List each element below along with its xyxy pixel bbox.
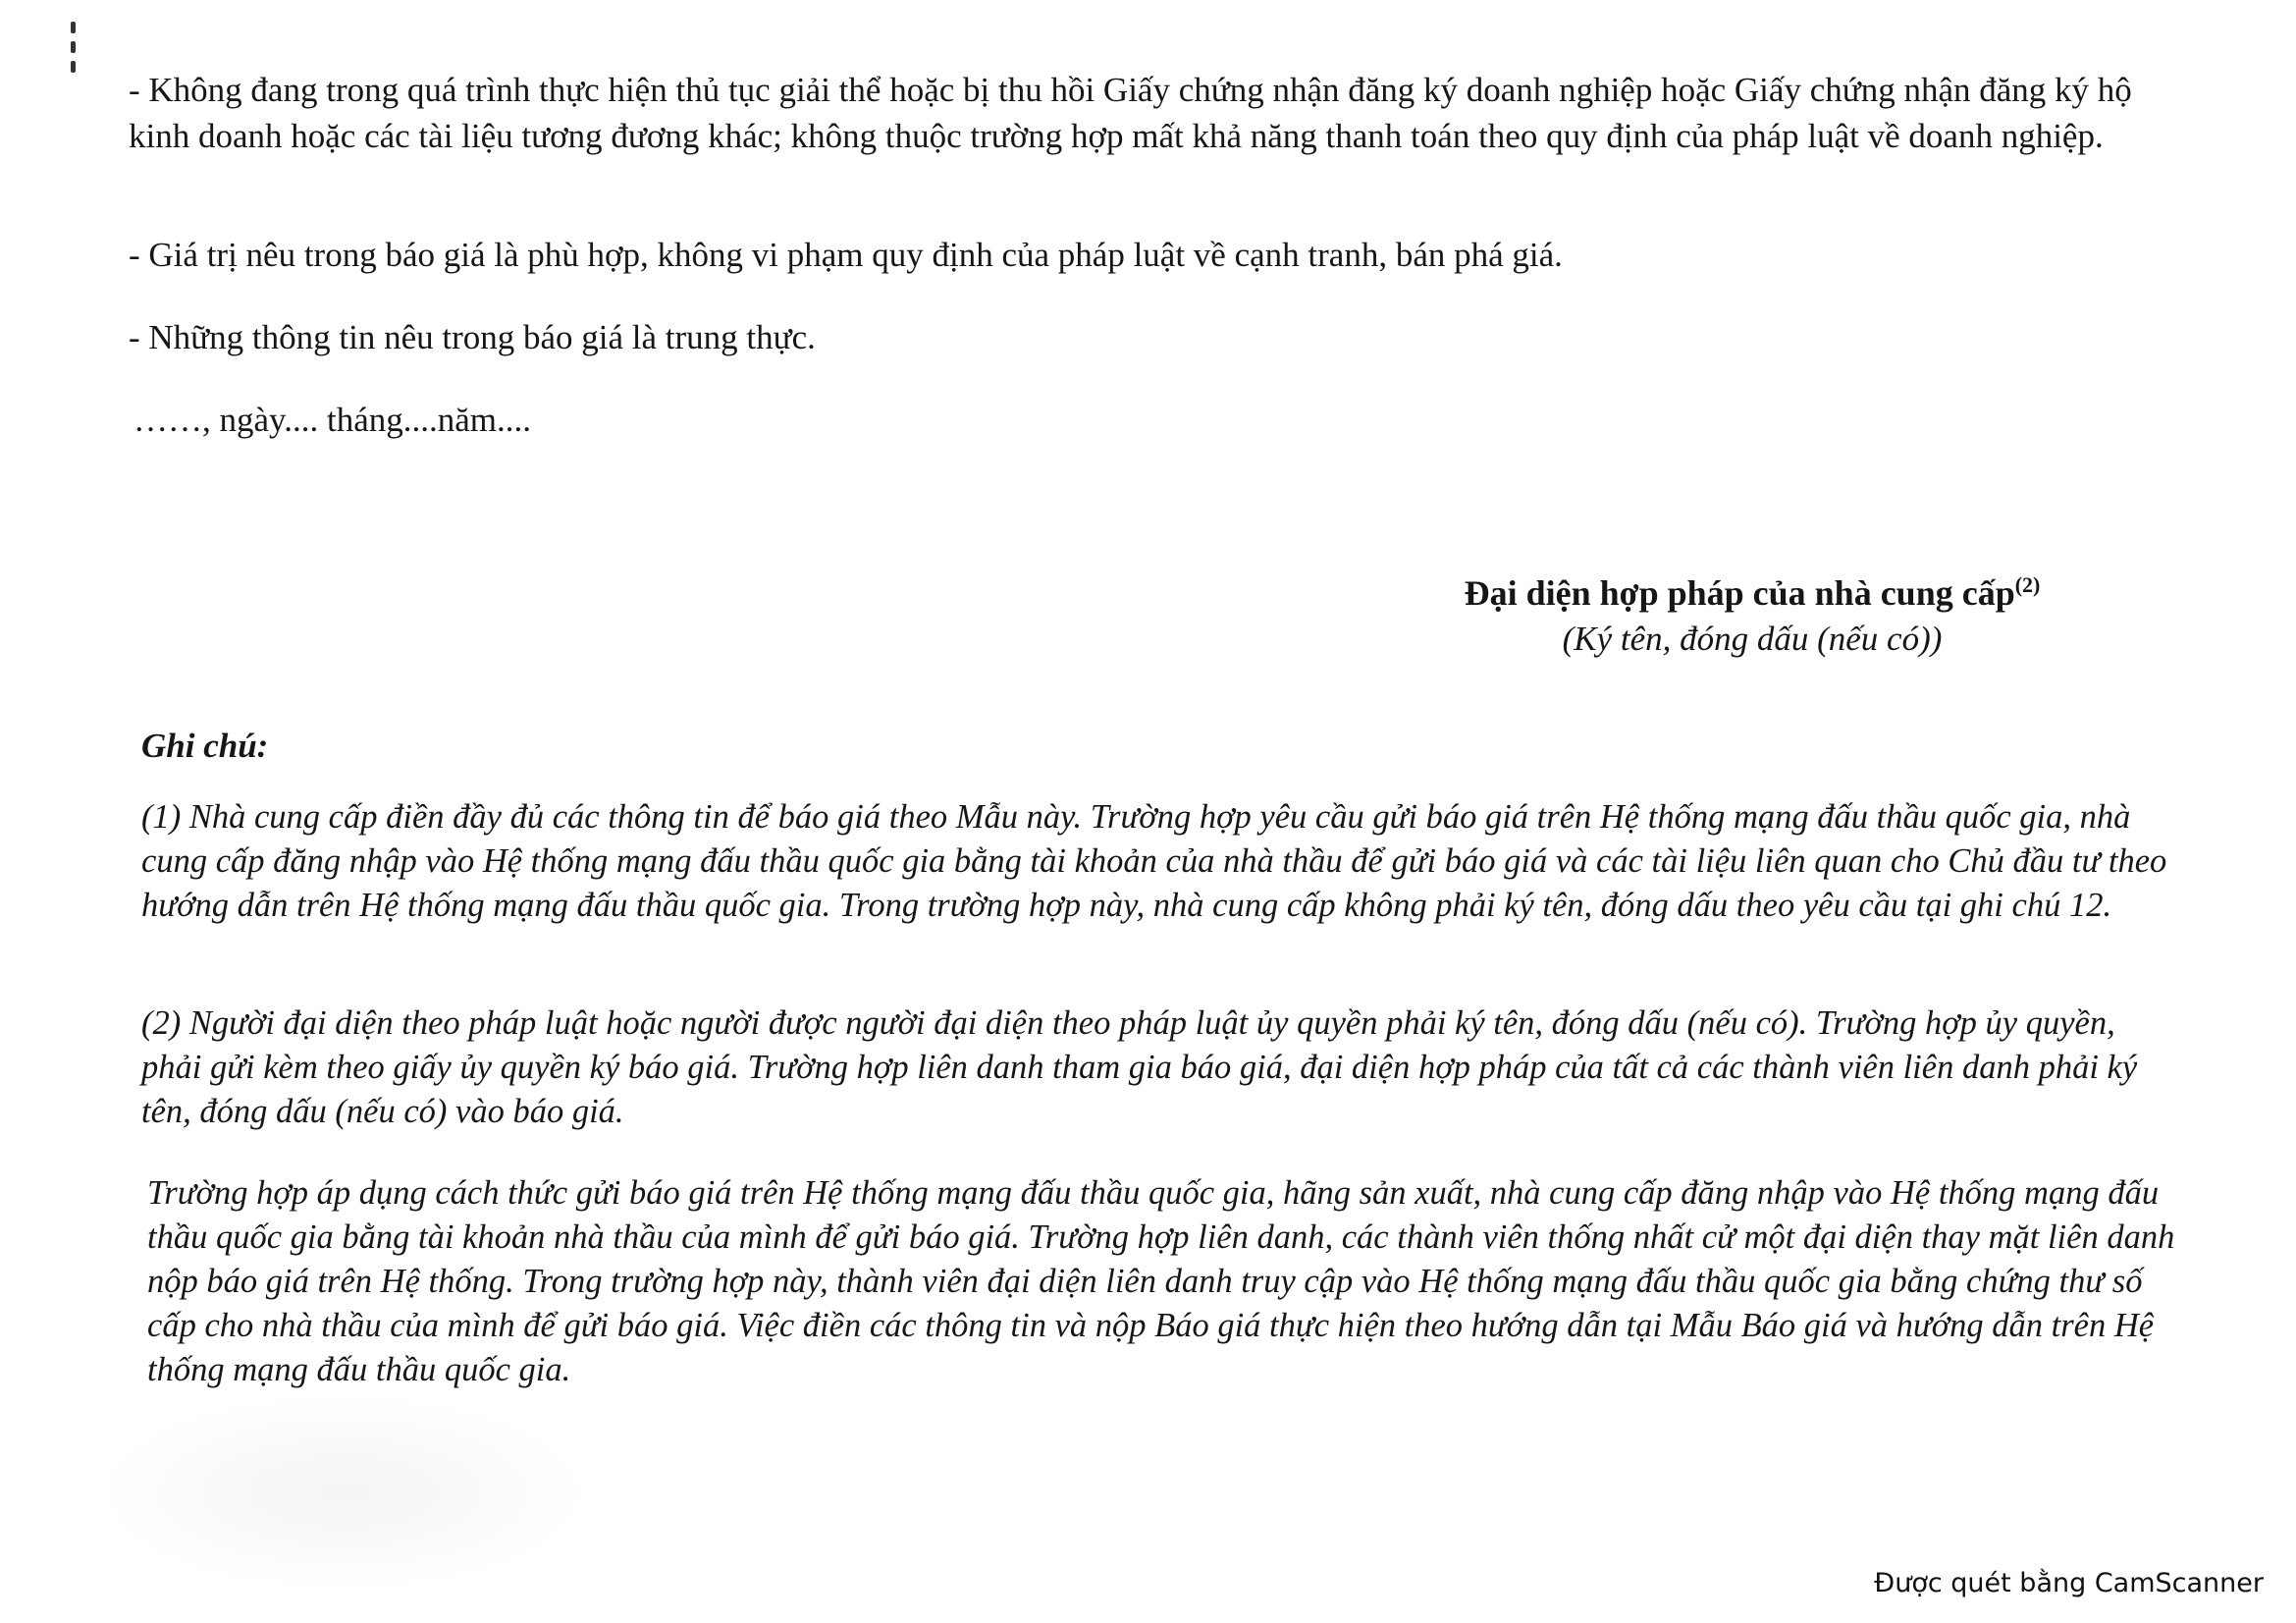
binding-mark — [71, 41, 76, 53]
notes-heading: Ghi chú: — [141, 727, 269, 765]
note-1: (1) Nhà cung cấp điền đầy đủ các thông tin để báo giá theo Mẫu này. Trường hợp yêu cầu gửi báo giá trên Hệ thống mạng đấu thầu quốc gia, nhà cung cấp đăng nhập vào Hệ thống mạng đấu thầu quốc gia bằng tài khoản của nhà thầu để gửi báo giá và các tài liệu liên quan cho Chủ đầu tư theo hướng dẫn trên Hệ thống mạng đấu thầu quốc gia. Trong trường hợp này, nhà cung cấp không phải ký tên, đóng dấu theo yêu cầu tại ghi chú 12. — [141, 798, 2167, 924]
signature-instruction: (Ký tên, đóng dấu (nếu có)) — [1562, 620, 1943, 658]
signature-footnote-ref: (2) — [2014, 572, 2041, 597]
binding-mark — [71, 61, 76, 73]
signature-title — [1227, 569, 2277, 617]
condition-bullet-dissolution: - Không đang trong quá trình thực hiện thủ tục giải thể hoặc bị thu hồi Giấy chứng nhận đăng ký doanh nghiệp hoặc Giấy chứng nhận đăng ký hộ kinh doanh hoặc các tài liệu tương đương khác; không thuộc trường hợp mất khả năng thanh toán theo quy định của pháp luật về doanh nghiệp. — [129, 71, 2132, 155]
note-2: (2) Người đại diện theo pháp luật hoặc người được người đại diện theo pháp luật ủy quyền phải ký tên, đóng dấu (nếu có). Trường hợp ủy quyền, phải gửi kèm theo giấy ủy quyền ký báo giá. Trường hợp liên danh tham gia báo giá, đại diện hợp pháp của tất cả các thành viên liên danh phải ký tên, đóng dấu (nếu có) vào báo giá. — [141, 1004, 2138, 1130]
scanner-watermark: Được quét bằng CamScanner — [1874, 1568, 2264, 1598]
scan-smudge — [98, 1394, 589, 1591]
condition-bullet-pricing: - Giá trị nêu trong báo giá là phù hợp, không vi phạm quy định của pháp luật về cạnh tranh, bán phá giá. — [129, 236, 1563, 274]
condition-bullet-truthfulness: - Những thông tin nêu trong báo giá là trung thực. — [129, 318, 816, 356]
signature-block — [1227, 569, 2277, 662]
binding-mark — [71, 22, 76, 33]
binding-marks — [71, 22, 80, 94]
signature-title-text: Đại diện hợp pháp của nhà cung cấp — [1464, 573, 2015, 613]
note-3: Trường hợp áp dụng cách thức gửi báo giá trên Hệ thống mạng đấu thầu quốc gia, hãng sản xuất, nhà cung cấp đăng nhập vào Hệ thống mạng đấu thầu quốc gia bằng tài khoản nhà thầu của mình để gửi báo giá. Trường hợp liên danh, các thành viên thống nhất cử một đại diện thay mặt liên danh nộp báo giá trên Hệ thống. Trong trường hợp này, thành viên đại diện liên danh truy cập vào Hệ thống mạng đấu thầu quốc gia bằng chứng thư số cấp cho nhà thầu của mình để gửi báo giá. Việc điền các thông tin và nộp Báo giá thực hiện theo hướng dẫn tại Mẫu Báo giá và hướng dẫn trên Hệ thống mạng đấu thầu quốc gia. — [147, 1174, 2175, 1388]
date-line: ……, ngày.... tháng....năm.... — [133, 401, 532, 439]
